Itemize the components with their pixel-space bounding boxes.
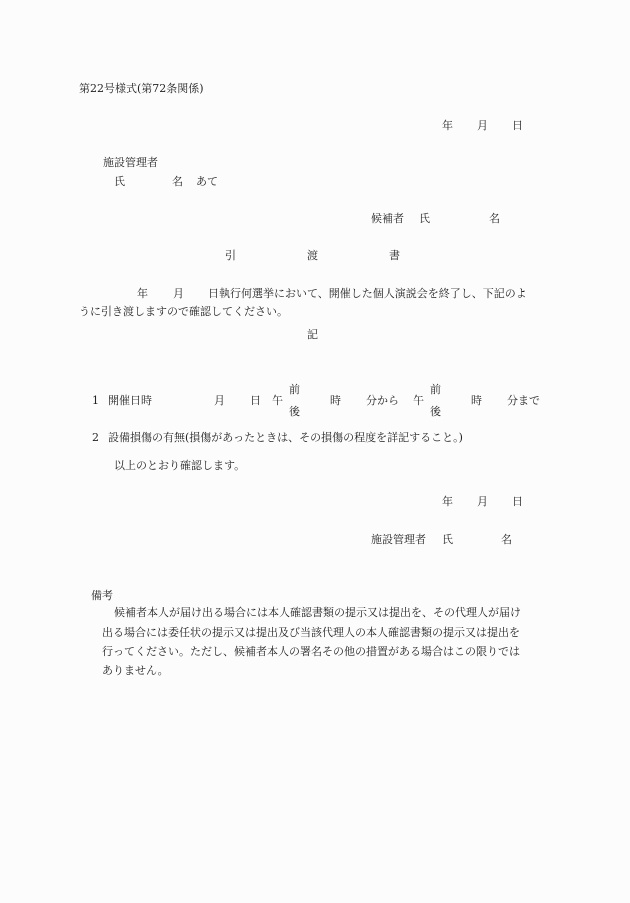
ki-heading: 記 [307,328,318,341]
body-line-2: うに引き渡しますので確認してください。 [79,305,288,318]
item-1-month: 月 [214,394,225,407]
remarks-line-1: 候補者本人が届け出る場合には本人確認書類の提示又は提出を、その代理人が届け [114,606,521,619]
facility-manager-label: 施設管理者 [371,533,426,546]
item-1-number: 1 [92,394,99,407]
header-date-day: 日 [512,119,523,132]
candidate-name-label-1: 氏 [419,212,430,225]
body-month: 月 [173,287,184,300]
confirm-date-month: 月 [477,495,488,508]
remarks-heading: 備考 [91,589,113,602]
confirm-date-year: 年 [442,495,453,508]
item-1-hour-1: 時 [330,394,341,407]
confirm-date-day: 日 [512,495,523,508]
item-1-hour-2: 時 [471,394,482,407]
item-1-label: 開催日時 [108,394,152,407]
remarks-line-4: ありません。 [102,664,169,677]
candidate-name-label-2: 名 [489,212,500,225]
addressee-name-label-1: 氏 [114,175,125,188]
facility-manager-name-label-1: 氏 [442,533,453,546]
remarks-line-2: 出る場合には委任状の提示又は提出及び当該代理人の本人確認書類の提示又は提出を [102,626,520,639]
candidate-label: 候補者 [371,212,404,225]
title-char-1: 引 [225,249,236,262]
item-2-number: 2 [92,431,99,444]
body-year: 年 [137,287,148,300]
item-1-ampm-2-am: 前 [430,383,441,396]
header-date-month: 月 [477,119,488,132]
item-1-ampm-2 [430,383,441,427]
item-1-ampm-1-pm: 後 [289,405,300,418]
title-char-2: 渡 [307,249,318,262]
addressee-name-label-2: 名 [172,175,183,188]
item-1-go-1: 午 [272,394,283,407]
body-line-1: 日執行何選挙において、開催した個人演説会を終了し、下記のよ [208,287,527,300]
header-date-year: 年 [442,119,453,132]
facility-manager-name-label-2: 名 [501,533,512,546]
addressee-title: 施設管理者 [103,156,158,169]
item-1-ampm-2-pm: 後 [430,405,441,418]
item-1-ampm-1 [289,383,300,427]
item-1-minute-to: 分まで [507,394,540,407]
item-1-minute-from: 分から [366,394,399,407]
item-2-text: 設備損傷の有無(損傷があったときは、その損傷の程度を詳記すること。) [108,431,463,444]
addressee-suffix: あて [196,175,218,188]
confirm-text: 以上のとおり確認します。 [114,459,246,472]
item-1-day: 日 [250,394,261,407]
form-number: 第22号様式(第72条関係) [79,82,204,95]
remarks-line-3: 行ってください。ただし、候補者本人の署名その他の措置がある場合はこの限りでは [102,645,520,658]
title-char-3: 書 [389,249,400,262]
item-1-ampm-1-am: 前 [289,383,300,396]
item-1-go-2: 午 [413,394,424,407]
